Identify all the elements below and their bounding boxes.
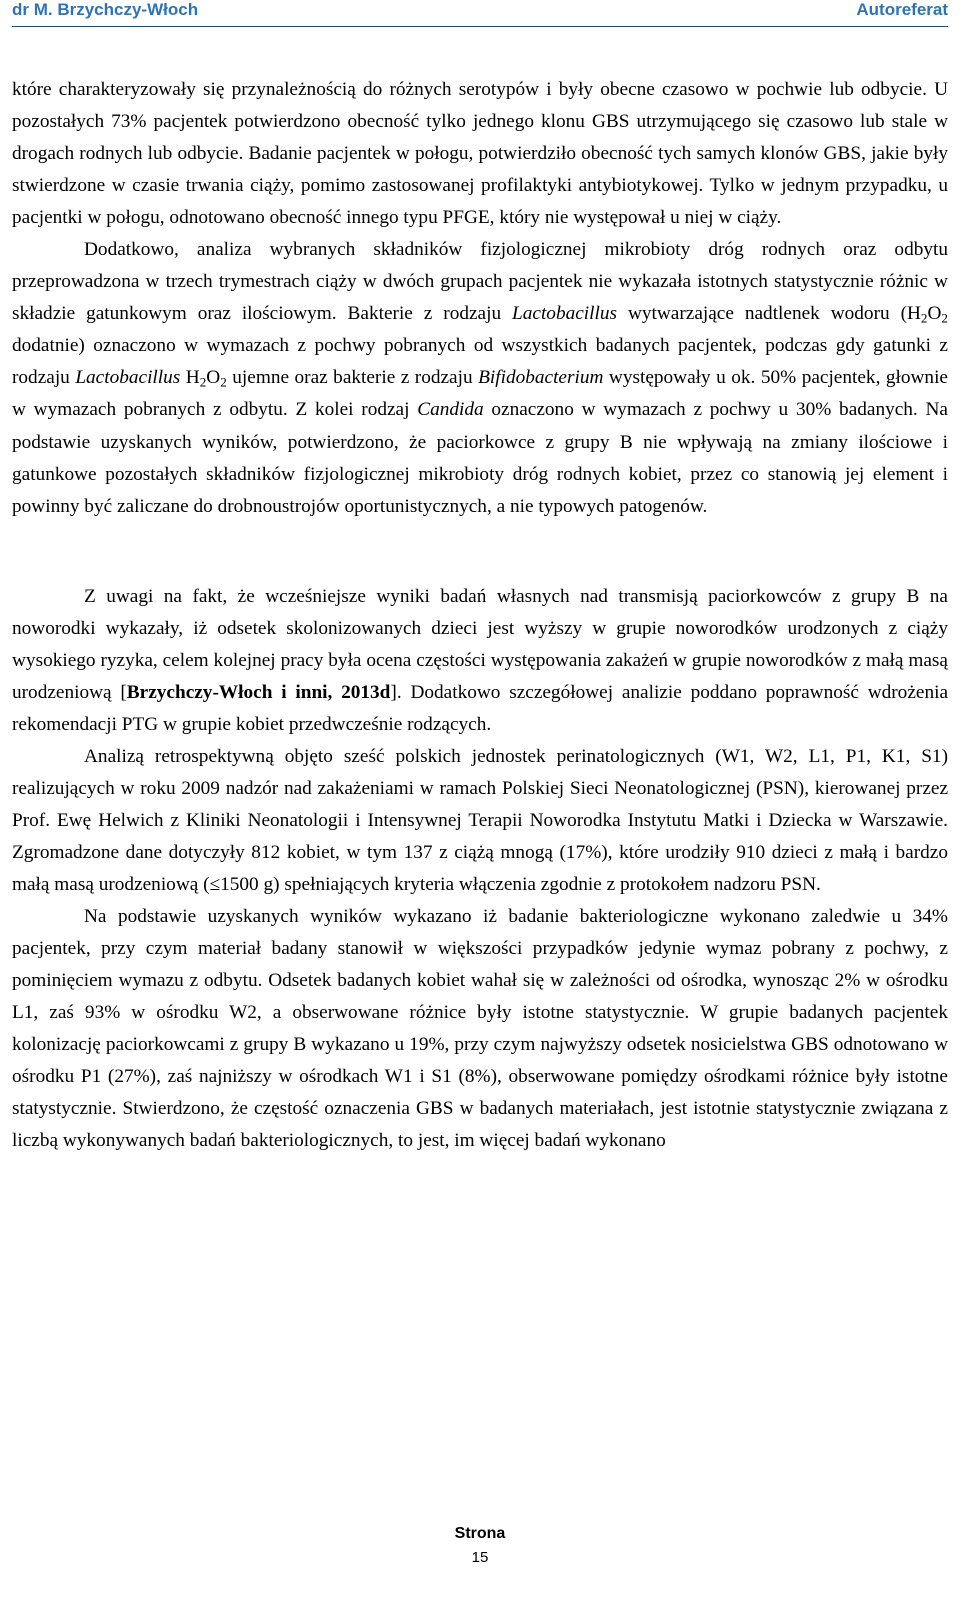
page-footer bbox=[0, 1522, 960, 1570]
footer-label: Strona bbox=[454, 1525, 506, 1542]
page-number: 15 bbox=[471, 1549, 489, 1566]
genus-lactobacillus: Lactobacillus bbox=[75, 367, 181, 389]
header-author: dr M. Brzychczy-Włoch bbox=[12, 0, 199, 19]
paragraph-5: Na podstawie uzyskanych wyników wykazano iż badanie bakteriologiczne wykonano zaledwie u 34% pacjentek, przy czym materiał badany stanowił w większości przypadków jedynie wymaz pobrany z pochwy, z pominięciem wymazu z odbytu. Odsetek badanych kobiet wahał się w zależności od ośrodka, wynosząc 2% w ośrodku L1, zaś 93% w ośrodku W2, a obserwowane różnice były istotne statystycznie. W grupie badanych pacjentek kolonizację paciorkowcami z grupy B wykazano u 19%, przy czym najwyższy odsetek nosicielstwa GBS odnotowano w ośrodku P1 (27%), zaś najniższy w ośrodkach W1 i S1 (8%), obserwowane pomiędzy ośrodkami różnice były istotne statystycznie. Stwierdzono, że częstość oznaczenia GBS w badanych materiałach, jest istotnie statystycznie związana z liczbą wykonywanych badań bakteriologicznych, to jest, im więcej badań wykonano bbox=[12, 906, 948, 1152]
page-header bbox=[12, 0, 948, 27]
document-body bbox=[12, 74, 948, 1158]
paragraph-1: które charakteryzowały się przynależnością do różnych serotypów i były obecne czasowo w pochwie lub odbycie. U pozostałych 73% pacjentek potwierdzono obecność tylko jednego klonu GBS utrzymującego się czasowo lub stale w drogach rodnych lub odbycie. Badanie pacjentek w połogu, potwierdziło obecność tych samych klonów GBS, jakie były stwierdzone w czasie trwania ciąży, pomimo zastosowanej profilaktyki antybiotykowej. Tylko w jednym przypadku, u pacjentki w połogu, odnotowano obecność innego typu PFGE, który nie występował u niej w ciąży. bbox=[12, 79, 948, 229]
header-doc-type: Autoreferat bbox=[856, 0, 948, 19]
section-gap bbox=[12, 523, 948, 581]
paragraph-2: Dodatkowo, analiza wybranych składników fizjologicznej mikrobioty dróg rodnych oraz odbytu przeprowadzona w trzech trymestrach ciąży w dwóch grupach pacjentek nie wykazała istotnych statystycznie różnic w składzie gatunkowym oraz ilościowym. Bakterie z rodzaju Lactobacillus wytwarzające nadtlenek wodoru ($H_2O_2$ dodatnie) oznaczono w wymazach z pochwy pobranych od wszystkich badanych pacjentek, podczas gdy gatunki z rodzaju Lactobacillus $H_2O_2$ ujemne oraz bakterie z rodzaju Bifidobacterium występowały u ok. 50% pacjentek, głownie w wymazach pobranych z odbytu. Z kolei rodzaj Candida oznaczono w wymazach z pochwy u 30% badanych. Na podstawie uzyskanych wyników, potwierdzono, że paciorkowce z grupy B nie wpływają na zmiany ilościowe i gatunkowe pozostałych składników fizjologicznej mikrobioty dróg rodnych kobiet, przez co stanowią jej element i powinny być zaliczane do drobnoustrojów oportunistycznych, a nie typowych patogenów. bbox=[12, 239, 948, 517]
genus-lactobacillus: Lactobacillus bbox=[512, 303, 618, 325]
paragraph-4: Analizą retrospektywną objęto sześć polskich jednostek perinatologicznych (W1, W2, L1, P1, K1, S1) realizujących w roku 2009 nadzór nad zakażeniami w ramach Polskiej Sieci Neonatologicznej (PSN), kierowanej przez Prof. Ewę Helwich z Kliniki Neonatologii i Intensywnej Terapii Noworodka Instytutu Matki i Dziecka w Warszawie. Zgromadzone dane dotyczyły 812 kobiet, w tym 137 z ciążą mnogą (17%), które urodziły 910 dzieci z małą i bardzo małą masą urodzeniową (≤1500 g) spełniających kryteria włączenia zgodnie z protokołem nadzoru PSN. bbox=[12, 745, 948, 896]
genus-candida: Candida bbox=[417, 399, 484, 421]
genus-bifidobacterium: Bifidobacterium bbox=[478, 367, 604, 389]
paragraph-3: Z uwagi na fakt, że wcześniejsze wyniki badań własnych nad transmisją paciorkowców z grupy B na noworodki wykazały, iż odsetek skolonizowanych dzieci jest wyższy w grupie noworodków urodzonych z ciąży wysokiego ryzyka, celem kolejnej pracy była ocena częstości występowania zakażeń w grupie noworodków z małą masą urodzeniową [Brzychczy-Włoch i inni, 2013d]. Dodatkowo szczegółowej analizie poddano poprawność wdrożenia rekomendacji PTG w grupie kobiet przedwcześnie rodzących. bbox=[12, 585, 948, 735]
citation: Brzychczy-Włoch i inni, 2013d bbox=[126, 681, 391, 703]
